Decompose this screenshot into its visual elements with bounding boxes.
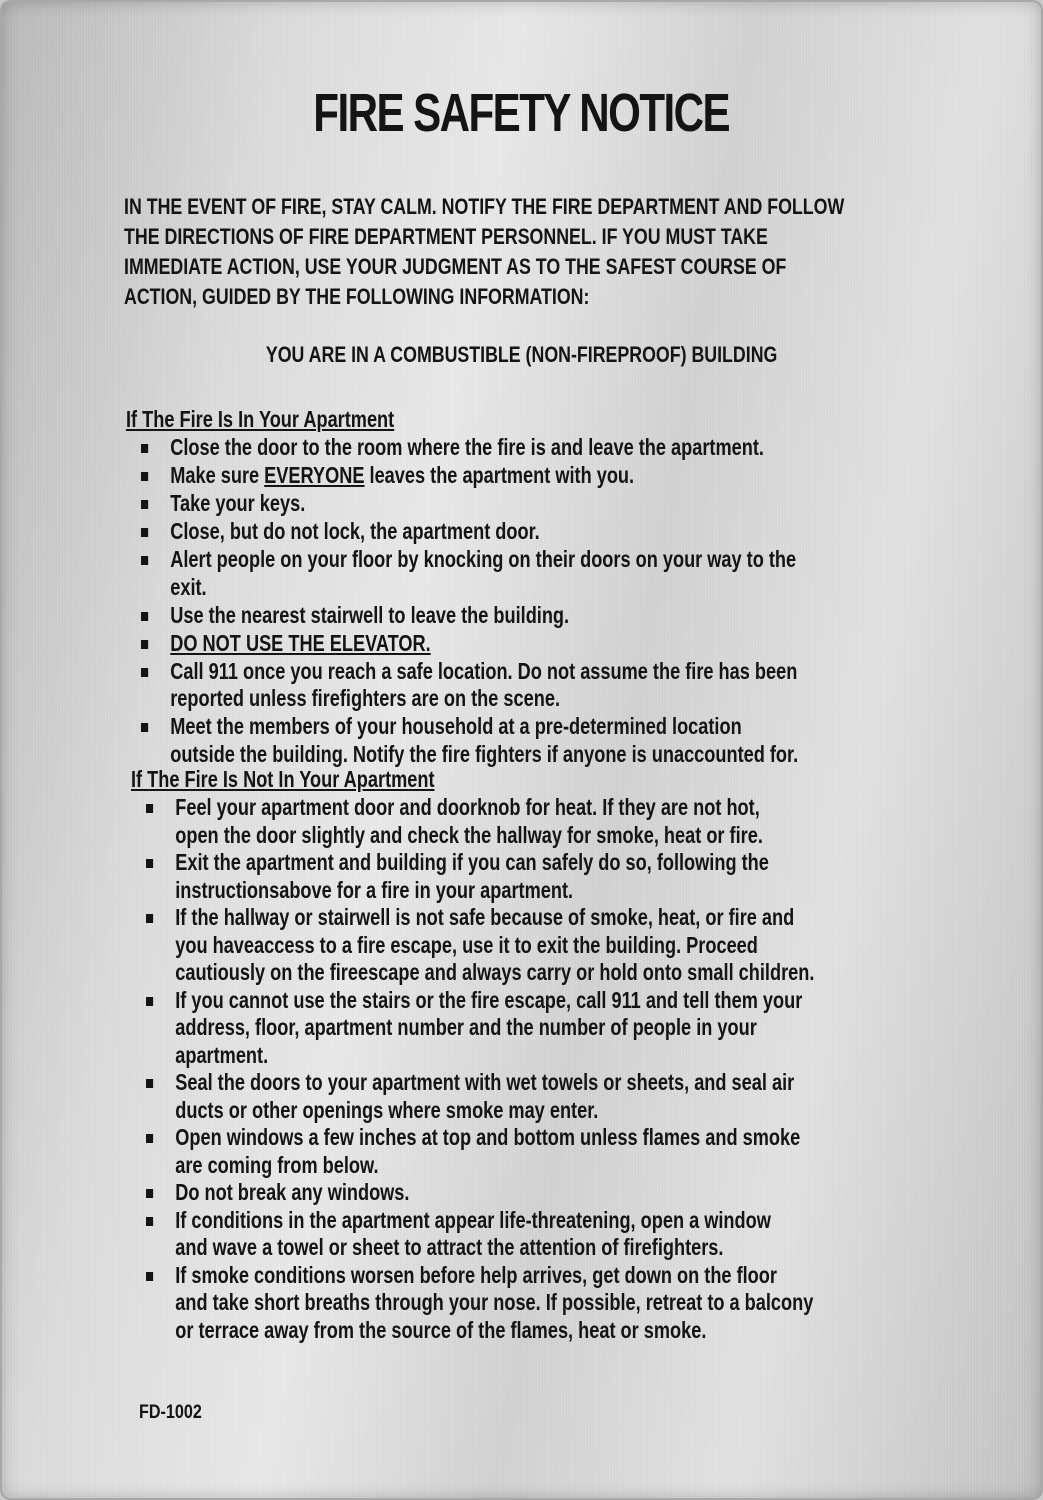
square-bullet-icon xyxy=(141,472,148,481)
instruction-list xyxy=(131,794,921,1344)
item-line: Do not break any windows. xyxy=(175,1179,410,1205)
list-item xyxy=(175,1069,921,1124)
instruction-list xyxy=(126,434,916,768)
item-line: reported unless firefighters are on the scene. xyxy=(170,685,561,711)
item-line: are coming from below. xyxy=(175,1151,379,1178)
intro-paragraph xyxy=(124,192,922,312)
list-item xyxy=(175,1207,921,1262)
item-line: If smoke conditions worsen before help arrives, get down on the floor xyxy=(175,1261,777,1288)
building-type-statement: YOU ARE IN A COMBUSTIBLE (NON-FIREPROOF) BUILDING xyxy=(265,342,778,367)
item-line: outside the building. Notify the fire fighters if anyone is unaccounted for. xyxy=(170,740,799,767)
sign-title: FIRE SAFETY NOTICE xyxy=(313,83,730,143)
item-line: If conditions in the apartment appear life-threatening, open a window xyxy=(175,1206,771,1233)
list-item xyxy=(175,1124,921,1179)
item-line: Close the door to the room where the fire is and leave the apartment. xyxy=(170,434,764,460)
item-line: instructionsabove for a fire in your apartment. xyxy=(175,876,574,903)
item-line: Seal the doors to your apartment with wet towels or sheets, and seal air xyxy=(175,1069,795,1095)
item-line: exit. xyxy=(170,573,207,600)
emphasis-everyone: EVERYONE xyxy=(264,462,365,488)
section-heading: If The Fire Is Not In Your Apartment xyxy=(131,766,435,792)
square-bullet-icon xyxy=(141,612,148,621)
item-line: and wave a towel or sheet to attract the attention of firefighters. xyxy=(175,1234,724,1260)
item-line: Call 911 once you reach a safe location. Do not assume the fire has been xyxy=(170,657,798,684)
square-bullet-icon xyxy=(146,1272,153,1281)
list-item xyxy=(170,490,916,518)
section-fire-not-in-apartment xyxy=(131,764,921,1344)
list-item xyxy=(170,462,916,490)
intro-line: IN THE EVENT OF FIRE, STAY CALM. NOTIFY THE FIRE DEPARTMENT AND FOLLOW xyxy=(124,194,845,219)
item-line: apartment. xyxy=(175,1041,269,1068)
intro-line: IMMEDIATE ACTION, USE YOUR JUDGMENT AS TO THE SAFEST COURSE OF xyxy=(124,254,787,279)
square-bullet-icon xyxy=(146,1217,153,1226)
list-item xyxy=(170,434,916,462)
list-item xyxy=(170,713,916,768)
list-item xyxy=(170,630,916,658)
square-bullet-icon xyxy=(146,997,153,1006)
square-bullet-icon xyxy=(141,500,148,509)
item-line: Alert people on your floor by knocking on their doors on your way to the xyxy=(170,546,797,572)
item-line: Feel your apartment door and doorknob for heat. If they are not hot, xyxy=(175,794,760,820)
item-line: Exit the apartment and building if you can safely do so, following the xyxy=(175,849,769,875)
list-item xyxy=(175,987,921,1070)
square-bullet-icon xyxy=(141,668,148,677)
square-bullet-icon xyxy=(146,1189,153,1198)
intro-line: THE DIRECTIONS OF FIRE DEPARTMENT PERSONNEL. IF YOU MUST TAKE xyxy=(124,224,768,249)
square-bullet-icon xyxy=(141,528,148,537)
square-bullet-icon xyxy=(146,804,153,813)
square-bullet-icon xyxy=(141,444,148,453)
intro-line: ACTION, GUIDED BY THE FOLLOWING INFORMATION: xyxy=(124,284,590,309)
item-line: Meet the members of your household at a pre-determined location xyxy=(170,713,742,739)
item-line: address, floor, apartment number and the number of people in your xyxy=(175,1014,757,1040)
item-line: If the hallway or stairwell is not safe because of smoke, heat, or fire and xyxy=(175,904,795,930)
list-item xyxy=(170,602,916,630)
item-line: Open windows a few inches at top and bottom unless flames and smoke xyxy=(175,1124,801,1150)
item-line: Use the nearest stairwell to leave the building. xyxy=(170,601,570,628)
item-line: open the door slightly and check the hallway for smoke, heat or fire. xyxy=(175,821,763,848)
square-bullet-icon xyxy=(146,914,153,923)
item-line: Take your keys. xyxy=(170,490,306,516)
item-text: Make sure xyxy=(170,462,265,488)
item-line: or terrace away from the source of the flames, heat or smoke. xyxy=(175,1316,707,1343)
square-bullet-icon xyxy=(141,723,148,732)
item-line: cautiously on the fireescape and always carry or hold onto small children. xyxy=(175,959,815,985)
item-line: If you cannot use the stairs or the fire escape, call 911 and tell them your xyxy=(175,986,803,1013)
list-item xyxy=(175,849,921,904)
square-bullet-icon xyxy=(146,1079,153,1088)
section-fire-in-apartment xyxy=(126,404,916,769)
list-item xyxy=(175,904,921,987)
sign-code: FD-1002 xyxy=(139,1402,202,1423)
list-item xyxy=(170,546,916,601)
item-line: Close, but do not lock, the apartment door. xyxy=(170,518,540,544)
item-line: and take short breaths through your nose. If possible, retreat to a balcony xyxy=(175,1289,814,1315)
item-line: ducts or other openings where smoke may enter. xyxy=(175,1096,599,1123)
list-item xyxy=(170,658,916,713)
square-bullet-icon xyxy=(146,1134,153,1143)
list-item xyxy=(175,1179,921,1207)
square-bullet-icon xyxy=(146,859,153,868)
section-heading: If The Fire Is In Your Apartment xyxy=(126,406,395,432)
list-item xyxy=(175,1262,921,1345)
item-line: you haveaccess to a fire escape, use it to exit the building. Proceed xyxy=(175,931,758,958)
square-bullet-icon xyxy=(141,640,148,649)
emphasis-no-elevator: DO NOT USE THE ELEVATOR. xyxy=(170,629,431,656)
item-text: leaves the apartment with you. xyxy=(364,462,635,488)
square-bullet-icon xyxy=(141,556,148,565)
list-item xyxy=(170,518,916,546)
list-item xyxy=(175,794,921,849)
